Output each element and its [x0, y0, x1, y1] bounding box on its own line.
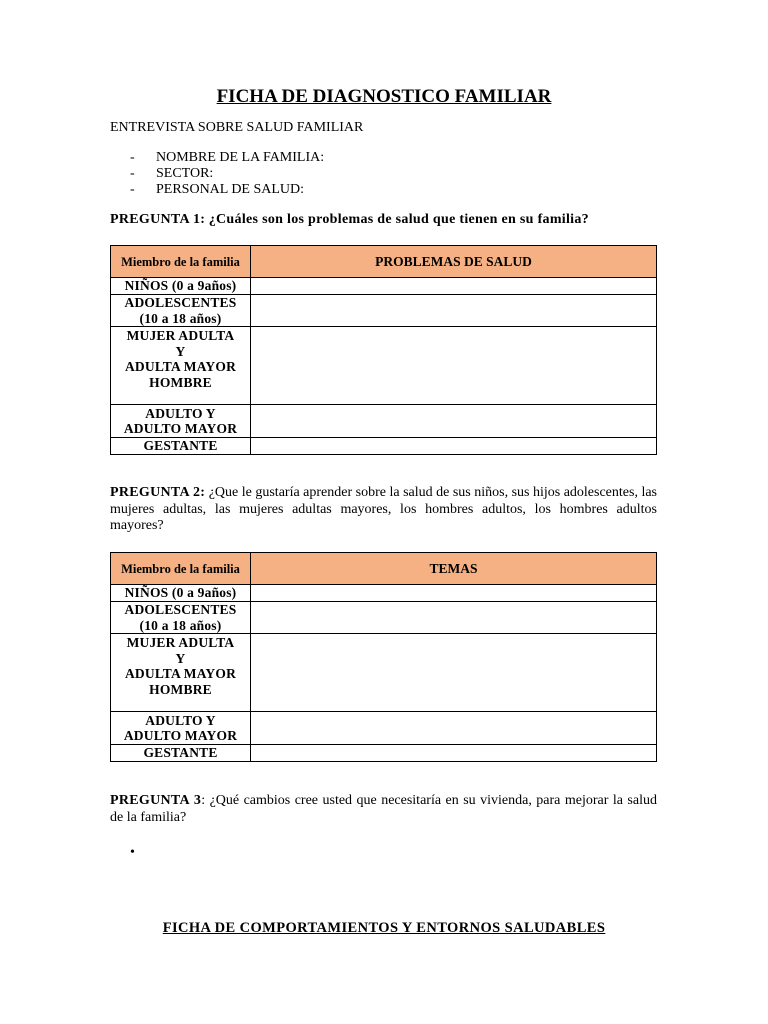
dash-marker: - — [130, 150, 135, 165]
dash-marker: - — [130, 166, 135, 181]
member-label — [111, 278, 251, 295]
label-line: GESTANTE — [143, 745, 218, 761]
label-line: NIÑOS (0 a 9años) — [124, 585, 237, 601]
question-2-text: ¿Que le gustaría aprender sobre la salud de sus niños, sus hijos adolescentes, las mujeres adultas, las mujeres adultas mayores, los hombres adultos, los hombres adultos mayores? — [110, 485, 657, 533]
member-label — [111, 634, 251, 712]
answer-cell[interactable] — [251, 745, 657, 762]
label-line: ADULTO Y — [145, 712, 216, 728]
answer-cell[interactable] — [251, 405, 657, 438]
table-row — [111, 278, 657, 295]
question-1-label: PREGUNTA 1: — [110, 212, 206, 227]
header-health-problems: PROBLEMAS DE SALUD — [251, 246, 657, 278]
bullet-marker: • — [130, 845, 135, 860]
label-line: ADOLESCENTES — [124, 295, 237, 310]
answer-cell[interactable] — [251, 295, 657, 327]
header-member: Miembro de la familia — [111, 553, 251, 585]
health-problems-table — [110, 245, 657, 455]
question-1-text: ¿Cuáles son los problemas de salud que tienen en su familia? — [208, 212, 589, 227]
label-line: ADULTA MAYOR — [124, 359, 237, 374]
topics-table — [110, 552, 657, 762]
label-line: ADULTO MAYOR — [123, 421, 238, 436]
member-label — [111, 602, 251, 634]
field-label: SECTOR: — [156, 166, 214, 181]
member-label — [111, 585, 251, 602]
field-family-name — [130, 150, 324, 166]
question-2 — [110, 485, 657, 535]
table-row — [111, 327, 657, 405]
header-topics: TEMAS — [251, 553, 657, 585]
label-line: MUJER ADULTA — [126, 328, 235, 343]
label-line: HOMBRE — [149, 681, 212, 697]
family-fields-list — [130, 150, 324, 198]
label-line: (10 a 18 años) — [139, 310, 222, 326]
label-line: MUJER ADULTA — [126, 635, 235, 650]
member-label — [111, 438, 251, 455]
question-3-label: PREGUNTA 3 — [110, 793, 202, 808]
answer-cell[interactable] — [251, 712, 657, 745]
header-member: Miembro de la familia — [111, 246, 251, 278]
member-label — [111, 712, 251, 745]
label-line: ADULTO Y — [145, 405, 216, 421]
answer-cell[interactable] — [251, 438, 657, 455]
document-subtitle: ENTREVISTA SOBRE SALUD FAMILIAR — [110, 120, 364, 135]
label-line: ADULTA MAYOR — [124, 666, 237, 681]
answer-cell[interactable] — [251, 278, 657, 295]
member-label — [111, 745, 251, 762]
question-3 — [110, 793, 657, 826]
table-header-row — [111, 246, 657, 278]
document-title: FICHA DE DIAGNOSTICO FAMILIAR — [216, 86, 552, 107]
field-label: NOMBRE DE LA FAMILIA: — [156, 150, 325, 165]
table-row — [111, 745, 657, 762]
answer-cell[interactable] — [251, 585, 657, 602]
answer-cell[interactable] — [251, 327, 657, 405]
question-3-text: : ¿Qué cambios cree usted que necesitaría en su vivienda, para mejorar la salud de la familia? — [110, 793, 657, 825]
table-row — [111, 405, 657, 438]
table-row — [111, 634, 657, 712]
member-label — [111, 405, 251, 438]
dash-marker: - — [130, 182, 135, 197]
table-row — [111, 295, 657, 327]
section-title-healthy-behaviors: FICHA DE COMPORTAMIENTOS Y ENTORNOS SALUDABLES — [162, 920, 606, 936]
question-2-label: PREGUNTA 2: — [110, 485, 206, 500]
member-label — [111, 327, 251, 405]
label-line: ADULTO MAYOR — [123, 728, 238, 743]
question-1 — [110, 212, 657, 229]
label-line: NIÑOS (0 a 9años) — [124, 278, 237, 294]
table-row — [111, 438, 657, 455]
table-row — [111, 585, 657, 602]
table-row — [111, 712, 657, 745]
table-row — [111, 602, 657, 634]
answer-cell[interactable] — [251, 634, 657, 712]
member-label — [111, 295, 251, 327]
label-line: GESTANTE — [143, 438, 218, 454]
label-line: Y — [175, 343, 186, 359]
field-sector — [130, 166, 324, 182]
field-label: PERSONAL DE SALUD: — [156, 182, 305, 197]
answer-cell[interactable] — [251, 602, 657, 634]
label-line: Y — [175, 650, 186, 666]
field-health-staff — [130, 182, 324, 198]
label-line: HOMBRE — [149, 374, 212, 390]
label-line: ADOLESCENTES — [124, 602, 237, 617]
label-line: (10 a 18 años) — [139, 617, 222, 633]
table-header-row — [111, 553, 657, 585]
